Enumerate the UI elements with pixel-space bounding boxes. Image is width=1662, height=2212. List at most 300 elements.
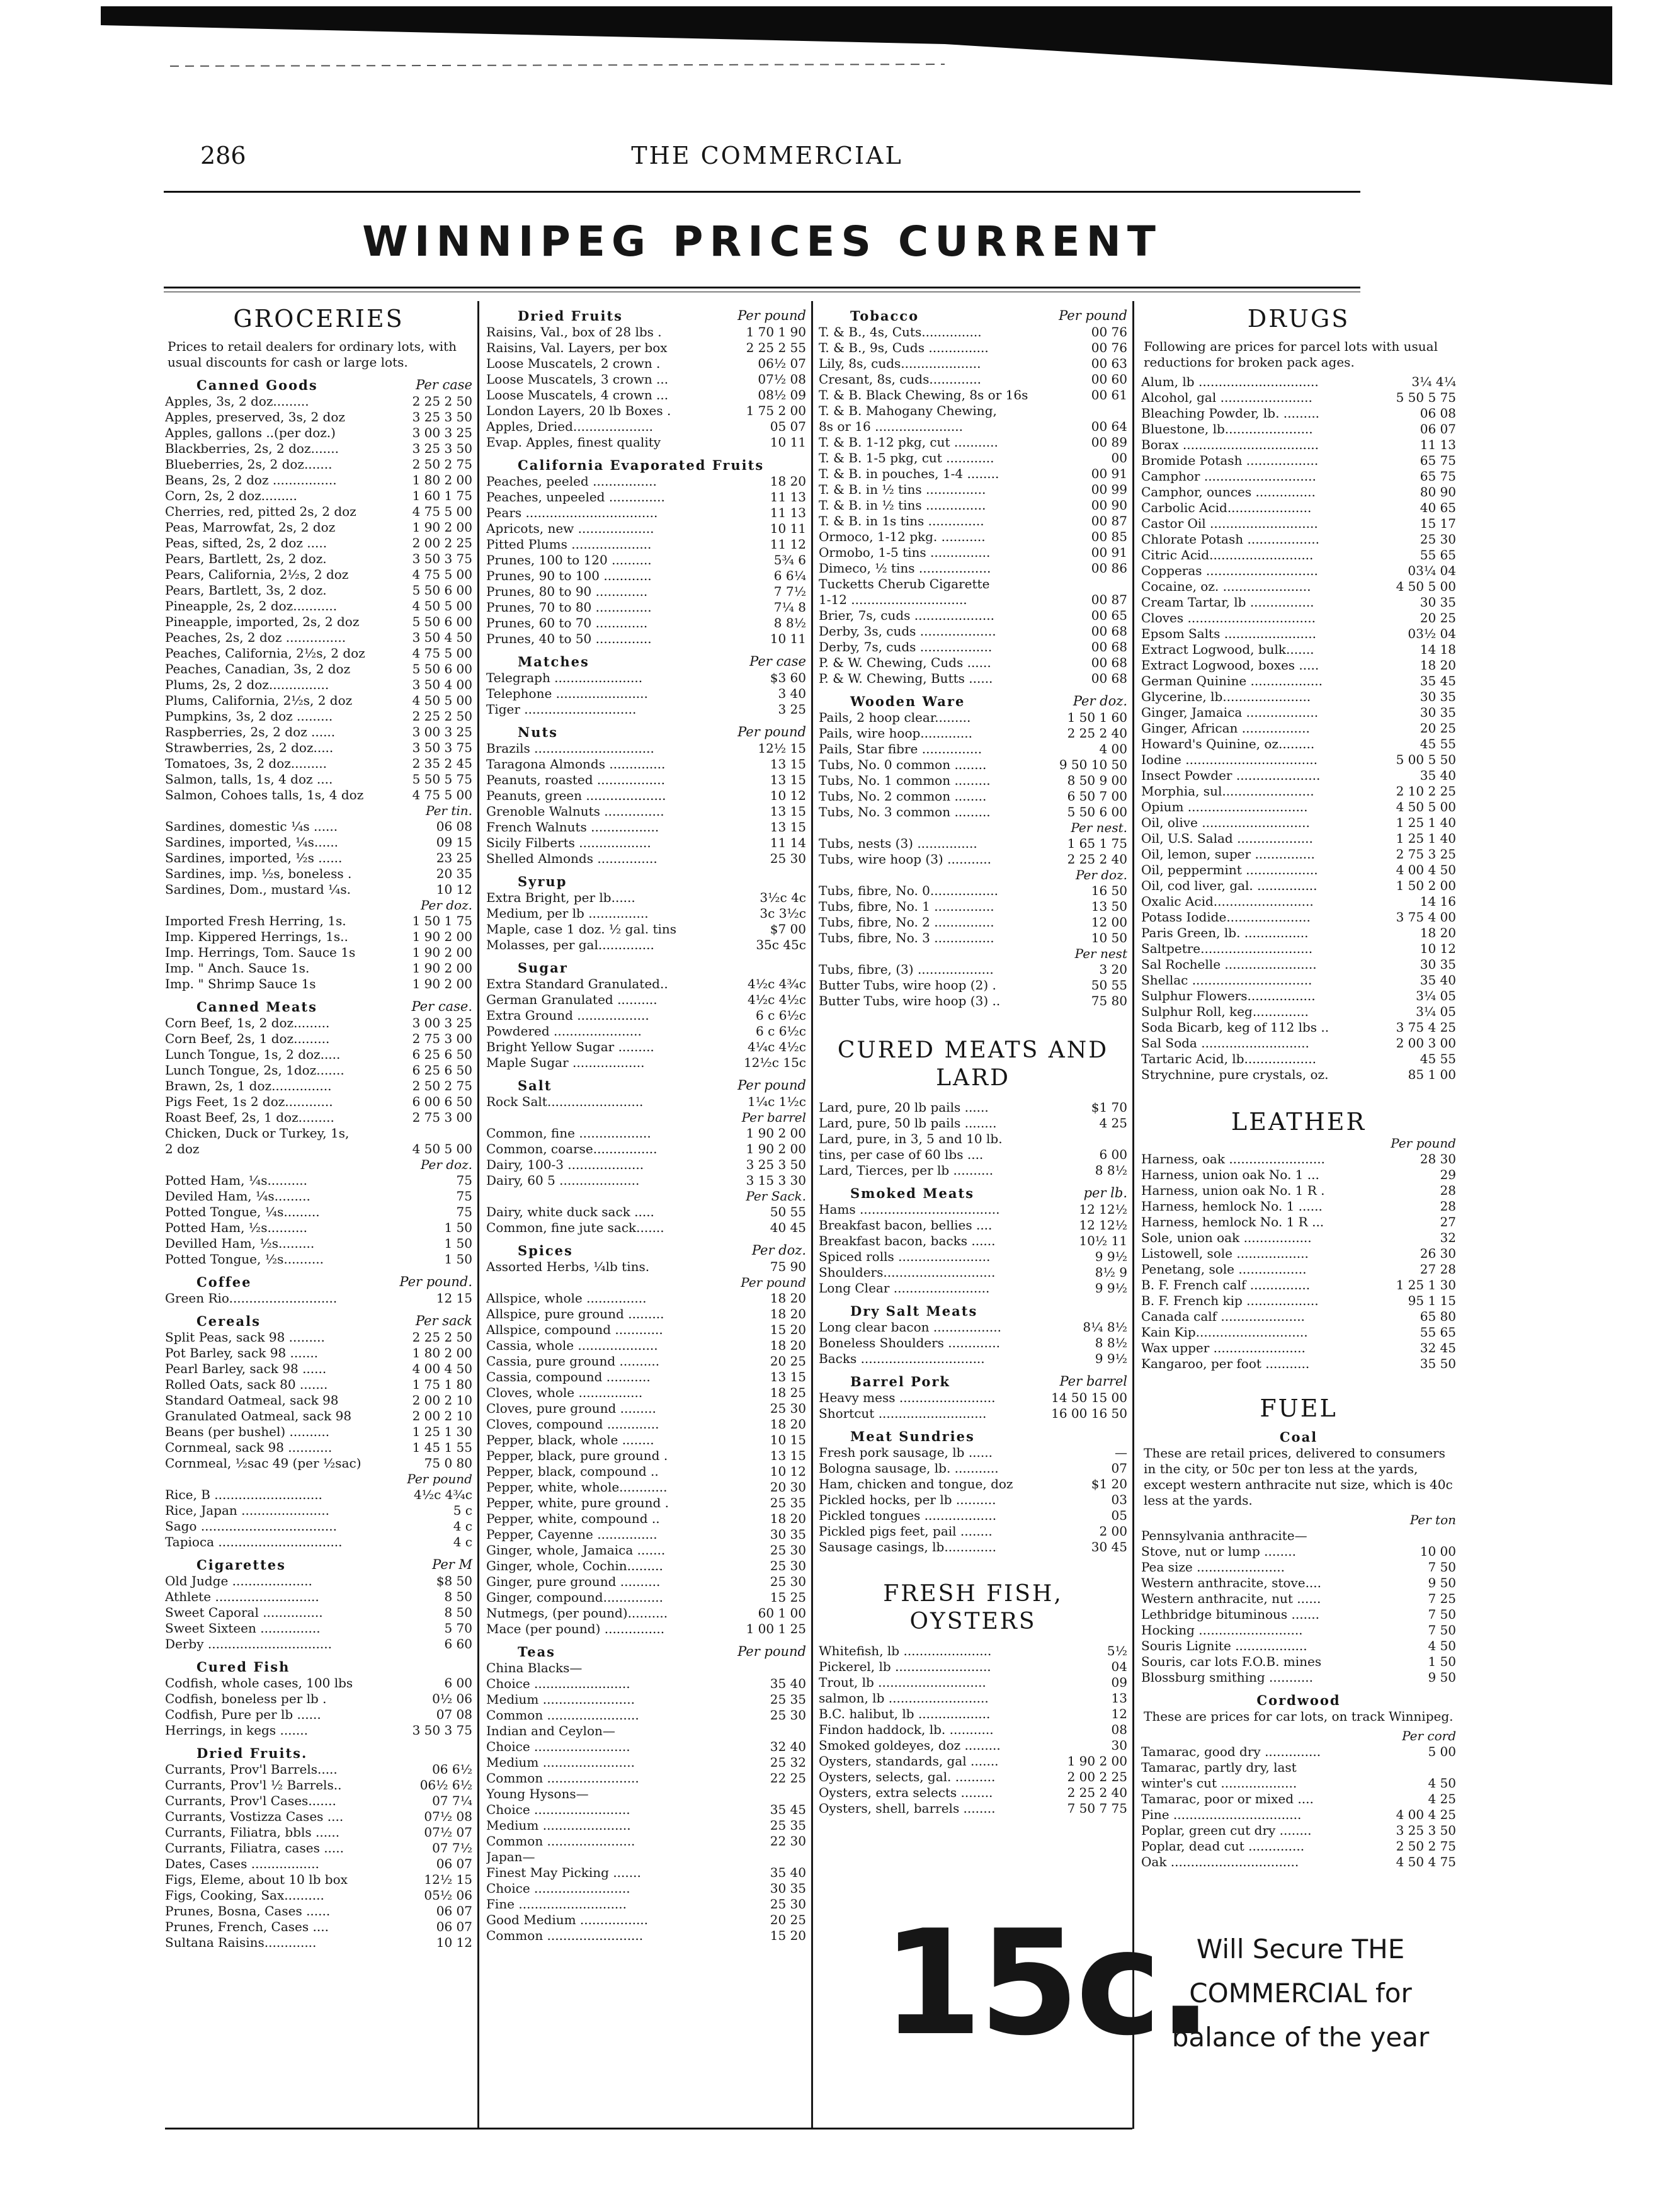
coal-heading <box>1141 1428 1456 1445</box>
item-price: 50 55 <box>1091 978 1127 993</box>
item-price: 25 35 <box>770 1692 806 1707</box>
price-row <box>1141 752 1456 768</box>
fuel-title: FUEL <box>1260 1394 1338 1422</box>
item-name: Oil, olive ........................... <box>1141 815 1310 830</box>
item-price <box>802 1660 806 1676</box>
price-row <box>165 1330 472 1345</box>
item-name: Pickled hocks, per lb .......... <box>819 1492 996 1507</box>
item-name: Tamarac, poor or mixed .... <box>1141 1791 1314 1806</box>
item-name: Cresant, 8s, cuds............. <box>819 372 982 387</box>
price-row <box>165 866 472 882</box>
item-name: Prunes, 80 to 90 ............. <box>486 584 648 599</box>
price-row <box>1141 437 1456 453</box>
item-price: 00 91 <box>1091 545 1127 560</box>
section-header <box>165 1556 472 1573</box>
item-price: 25 30 <box>770 1401 806 1416</box>
item-price: 3½c 4c <box>760 890 806 905</box>
item-name: Pepper, black, whole ........ <box>486 1432 654 1447</box>
price-row <box>819 1115 1127 1131</box>
item-name: Pepper, black, pure ground . <box>486 1448 668 1463</box>
banner-rule-top <box>164 287 1360 288</box>
item-name: Pails, 2 hoop clear......... <box>819 710 971 725</box>
price-row <box>1141 1760 1456 1776</box>
price-row <box>165 1762 472 1777</box>
price-row <box>1141 1591 1456 1607</box>
item-name: Lard, Tierces, per lb .......... <box>819 1163 994 1178</box>
item-price: 00 61 <box>1091 387 1127 402</box>
item-price: 11 13 <box>770 489 806 505</box>
item-price: 75 80 <box>1091 993 1127 1008</box>
price-row <box>1141 500 1456 516</box>
item-name: Extra Standard Granulated.. <box>486 976 668 991</box>
section-heading: Canned Goods <box>196 377 318 393</box>
item-name: Sardines, domestic ¼s ...... <box>165 819 338 834</box>
item-price: 8¼ 8½ <box>1083 1320 1127 1335</box>
price-row <box>819 1147 1127 1163</box>
section-unit: Per case. <box>411 999 472 1014</box>
item-price: 28 30 <box>1420 1151 1456 1166</box>
item-price: 75 <box>456 1204 472 1219</box>
item-name: Camphor ............................ <box>1141 469 1316 484</box>
item-name: Herrings, in kegs ....... <box>165 1723 308 1738</box>
price-row <box>1141 595 1456 610</box>
item-name: Loose Muscatels, 4 crown ... <box>486 387 669 402</box>
item-name: Alum, lb .............................. <box>1141 374 1319 389</box>
item-price: 6 50 7 00 <box>1067 789 1127 804</box>
item-price: 65 75 <box>1420 469 1456 484</box>
price-row <box>486 1023 806 1039</box>
section-unit: Per doz. <box>420 1157 472 1172</box>
price-row <box>165 441 472 457</box>
price-row <box>486 756 806 772</box>
item-name: Imp. Herrings, Tom. Sauce 1s <box>165 945 356 960</box>
item-name: Common ...................... <box>486 1833 635 1849</box>
price-row <box>1141 1067 1456 1083</box>
item-name: Split Peas, sack 98 ......... <box>165 1330 325 1345</box>
price-row <box>819 757 1127 773</box>
item-name: Nutmegs, (per pound).......... <box>486 1605 668 1621</box>
price-row <box>819 466 1127 482</box>
price-row <box>819 356 1127 372</box>
price-row <box>486 1849 806 1865</box>
section-header <box>819 1373 1127 1390</box>
item-price: 7 25 <box>1428 1591 1456 1606</box>
item-price: 10 12 <box>436 882 472 897</box>
price-row <box>1141 610 1456 626</box>
price-row <box>486 435 806 450</box>
price-row <box>486 1369 806 1385</box>
item-price: 4 50 5 00 <box>412 598 472 613</box>
item-price: 23 25 <box>436 850 472 865</box>
item-price: 30 45 <box>1091 1539 1127 1554</box>
section-heading: Dried Fruits. <box>196 1745 308 1761</box>
price-row <box>486 1464 806 1479</box>
item-name: Heavy mess ........................ <box>819 1390 996 1405</box>
groceries-title: GROCERIES <box>233 305 404 333</box>
price-row <box>165 850 472 866</box>
item-price: 00 90 <box>1091 498 1127 513</box>
item-price: 00 86 <box>1091 561 1127 576</box>
item-price: 1 90 2 00 <box>412 520 472 535</box>
item-name: Prunes, French, Cases .... <box>165 1919 329 1934</box>
item-price: 05 <box>1111 1508 1127 1523</box>
item-price: 1 50 <box>444 1236 472 1251</box>
item-name: Deviled Ham, ¼s......... <box>165 1189 310 1204</box>
item-price: 8 8½ <box>773 615 806 630</box>
item-name: Pails, Star fibre ............... <box>819 741 982 756</box>
section-unit: Per Sack. <box>746 1189 806 1204</box>
item-price: 2 00 2 10 <box>412 1408 472 1423</box>
item-price: 7 50 7 75 <box>1067 1801 1127 1816</box>
item-price: 13 15 <box>770 756 806 772</box>
item-price: 1 75 1 80 <box>412 1377 472 1392</box>
price-row <box>486 851 806 867</box>
item-price: 10 11 <box>770 521 806 536</box>
section-unit: Per pound <box>737 308 806 323</box>
item-price: 00 68 <box>1091 639 1127 654</box>
price-row <box>819 372 1127 387</box>
price-row <box>165 1345 472 1361</box>
header-rule <box>164 191 1360 193</box>
fresh-fish-title-line2: OYSTERS <box>909 1609 1037 1634</box>
item-price: 6 c 6½c <box>756 1023 806 1039</box>
item-price: 12½ 15 <box>424 1872 472 1887</box>
price-row <box>819 1690 1127 1706</box>
price-row <box>486 1511 806 1527</box>
item-name: China Blacks— <box>486 1660 583 1675</box>
price-row <box>486 1770 806 1786</box>
item-name: Prunes, 40 to 50 .............. <box>486 631 652 646</box>
price-row <box>1141 784 1456 799</box>
item-name: Tiger ............................ <box>486 702 637 717</box>
price-row <box>1141 768 1456 784</box>
item-name: Copperas ............................ <box>1141 563 1318 578</box>
item-price: 15 20 <box>770 1928 806 1943</box>
price-row <box>165 1777 472 1793</box>
price-row <box>1141 1151 1456 1167</box>
item-name: Roast Beef, 2s, 1 doz......... <box>165 1110 334 1125</box>
price-row <box>486 1039 806 1055</box>
item-name: Allspice, compound ............ <box>486 1322 663 1337</box>
item-price: 18 20 <box>770 1417 806 1432</box>
price-row <box>165 1534 472 1550</box>
item-name: Tapioca ............................... <box>165 1534 343 1549</box>
item-price: 35 40 <box>1420 768 1456 783</box>
item-price: 13 <box>1111 1690 1127 1706</box>
item-name: Tamarac, good dry .............. <box>1141 1744 1321 1759</box>
item-name: Lard, pure, in 3, 5 and 10 lb. <box>819 1131 1003 1146</box>
item-price: 3 00 3 25 <box>412 724 472 739</box>
item-name: Ormobo, 1-5 tins ............... <box>819 545 991 560</box>
item-price: 2 25 2 40 <box>1067 852 1127 867</box>
item-name: Pumpkins, 3s, 2 doz ......... <box>165 709 333 724</box>
price-row <box>165 598 472 614</box>
item-price: 00 91 <box>1091 466 1127 481</box>
price-row <box>819 726 1127 741</box>
price-row <box>165 520 472 535</box>
item-name: Apricots, new ................... <box>486 521 654 536</box>
item-name: Currants, Prov'l ½ Barrels.. <box>165 1777 342 1793</box>
price-row <box>165 1675 472 1691</box>
price-row <box>486 804 806 819</box>
item-price: 8 50 9 00 <box>1067 773 1127 788</box>
item-name: Alcohol, gal ....................... <box>1141 390 1312 405</box>
price-row <box>486 419 806 435</box>
section-header <box>819 1185 1127 1202</box>
item-name: Wax upper ....................... <box>1141 1340 1306 1355</box>
item-name: Corn, 2s, 2 doz......... <box>165 488 297 503</box>
item-name: Brier, 7s, cuds .................... <box>819 608 994 623</box>
item-price: 03¼ 04 <box>1408 563 1456 578</box>
price-row <box>1141 799 1456 815</box>
item-name: Assorted Herbs, ¼lb tins. <box>486 1259 650 1274</box>
price-row <box>819 513 1127 529</box>
item-name: Bleaching Powder, lb. ......... <box>1141 406 1320 421</box>
price-row <box>486 324 806 340</box>
item-price: 3¼ 4¼ <box>1411 374 1456 389</box>
price-row <box>819 1524 1127 1539</box>
item-price: 27 28 <box>1420 1262 1456 1277</box>
price-row <box>1141 532 1456 547</box>
price-row <box>486 1173 806 1189</box>
item-price: 25 30 <box>770 1542 806 1558</box>
section-heading: Teas <box>518 1644 556 1660</box>
item-name: salmon, lb ......................... <box>819 1690 989 1706</box>
price-row <box>1141 390 1456 406</box>
item-name: Strychnine, pure crystals, oz. <box>1141 1067 1329 1082</box>
item-name: Tucketts Cherub Cigarette <box>819 576 990 591</box>
price-row <box>165 1291 472 1306</box>
fresh-fish-title <box>819 1580 1127 1636</box>
item-name: Extract Logwood, bulk....... <box>1141 642 1314 657</box>
price-row <box>165 1840 472 1856</box>
price-row <box>1141 1340 1456 1356</box>
item-price: 1 25 1 40 <box>1396 831 1456 846</box>
price-row <box>819 608 1127 624</box>
leather-unit: Per pound <box>1391 1136 1456 1151</box>
item-name: Cornmeal, sack 98 ........... <box>165 1440 333 1455</box>
section-unit: Per barrel <box>741 1110 806 1125</box>
price-row <box>165 394 472 409</box>
item-name: Potted Ham, ½s.......... <box>165 1220 308 1235</box>
item-price <box>1124 403 1127 419</box>
item-price: 1 50 2 00 <box>1396 878 1456 893</box>
item-name: Shellac .............................. <box>1141 972 1312 988</box>
price-row <box>486 890 806 906</box>
price-row <box>1141 547 1456 563</box>
item-name: Backs ............................... <box>819 1351 985 1366</box>
price-row <box>819 529 1127 545</box>
item-price: 75 <box>456 1189 472 1204</box>
price-row <box>819 1390 1127 1406</box>
section-header <box>486 457 806 474</box>
price-row <box>819 387 1127 403</box>
price-row <box>1141 862 1456 878</box>
price-row <box>486 937 806 953</box>
price-row <box>486 1605 806 1621</box>
item-price: 5 00 5 50 <box>1396 752 1456 767</box>
item-name: Souris Lignite .................. <box>1141 1638 1307 1653</box>
fresh-fish-title-line1: FRESH FISH, <box>883 1581 1063 1607</box>
item-name: Lunch Tongue, 2s, 1doz....... <box>165 1063 344 1078</box>
item-price: 18 25 <box>770 1385 806 1400</box>
section-unit: Per doz. <box>1075 867 1127 882</box>
item-price: 2 25 2 50 <box>412 1330 472 1345</box>
price-row <box>486 819 806 835</box>
item-price: 8 8½ <box>1095 1335 1127 1350</box>
item-name: Sardines, imported, ½s ...... <box>165 850 343 865</box>
price-row <box>819 773 1127 789</box>
item-name: Souris, car lots F.O.B. mines <box>1141 1654 1322 1669</box>
item-price: 2 10 2 25 <box>1396 784 1456 799</box>
item-price <box>1452 1528 1456 1544</box>
price-row <box>165 583 472 598</box>
item-price: 13 15 <box>770 819 806 835</box>
price-row <box>1141 1262 1456 1277</box>
item-name: Apples, gallons ..(per doz.) <box>165 425 336 440</box>
item-name: Poplar, dead cut .............. <box>1141 1839 1305 1854</box>
item-price: 07 7½ <box>432 1840 472 1856</box>
item-name: Butter Tubs, wire hoop (3) .. <box>819 993 1001 1008</box>
price-row <box>486 1802 806 1818</box>
item-name: Pepper, white, pure ground . <box>486 1495 669 1510</box>
price-row <box>1141 1823 1456 1839</box>
item-price: 07½ 08 <box>424 1809 472 1824</box>
item-price: 2 00 2 25 <box>412 535 472 550</box>
item-price: 20 30 <box>770 1479 806 1495</box>
cordwood-heading <box>1141 1692 1456 1709</box>
item-price: 14 50 15 00 <box>1051 1390 1127 1405</box>
price-row <box>165 1903 472 1919</box>
item-name: T. & B. in 1s tins .............. <box>819 513 984 528</box>
item-name: Listowell, sole .................. <box>1141 1246 1309 1261</box>
item-name: Sal Rochelle ....................... <box>1141 957 1317 972</box>
item-price: 5 00 <box>1428 1744 1456 1759</box>
fresh-fish-list <box>819 1643 1127 1816</box>
price-row <box>486 992 806 1008</box>
price-row <box>819 1769 1127 1785</box>
item-price: 06½ 6½ <box>419 1777 472 1793</box>
price-row <box>165 1251 472 1267</box>
item-price: 3 15 3 30 <box>746 1173 806 1188</box>
item-name: Loose Muscatels, 2 crown . <box>486 356 661 371</box>
price-row <box>486 474 806 489</box>
price-row <box>486 1574 806 1590</box>
bottom-rule <box>165 2128 1132 2129</box>
item-price: 1¼c 1½c <box>748 1094 806 1109</box>
item-name: Castor Oil ........................... <box>1141 516 1318 531</box>
item-name: Sulphur Flowers................. <box>1141 988 1316 1003</box>
item-name: Prunes, 100 to 120 .......... <box>486 552 652 567</box>
item-name: Oil, lemon, super ............... <box>1141 847 1315 862</box>
item-name: Allspice, whole ............... <box>486 1291 647 1306</box>
section-unit: Per doz. <box>420 898 472 913</box>
item-price: 08½ 09 <box>758 387 806 402</box>
price-row <box>819 978 1127 993</box>
item-price: 15 25 <box>770 1590 806 1605</box>
item-price: 25 30 <box>770 1558 806 1573</box>
item-price: 4 50 <box>1428 1776 1456 1791</box>
item-price: 35 40 <box>770 1676 806 1691</box>
price-row <box>165 457 472 472</box>
price-row <box>486 1527 806 1542</box>
section-unit: Per case <box>749 654 806 669</box>
item-price: 12½ 15 <box>758 741 806 756</box>
section-heading: Smoked Meats <box>850 1185 975 1201</box>
item-price <box>1452 1760 1456 1776</box>
item-price: 00 87 <box>1091 513 1127 528</box>
item-price: 00 64 <box>1091 419 1127 434</box>
item-name: Breakfast bacon, bellies .... <box>819 1217 993 1233</box>
item-price: 1 90 2 00 <box>746 1141 806 1156</box>
groceries-note: Prices to retail dealers for ordinary lots, with usual discounts for cash or large lots. <box>168 339 457 370</box>
item-price: 03½ 04 <box>1408 626 1456 641</box>
item-name: Powdered ...................... <box>486 1023 642 1039</box>
item-name: Shoulders............................ <box>819 1265 996 1280</box>
item-price: 05 07 <box>770 419 806 434</box>
item-name: Common, coarse................ <box>486 1141 657 1156</box>
price-row <box>1141 1744 1456 1760</box>
item-name: Sulphur Roll, keg.............. <box>1141 1004 1309 1019</box>
item-price: 9 50 <box>1428 1575 1456 1590</box>
item-name: Derby, 3s, cuds ................... <box>819 624 996 639</box>
item-name: Athlete .......................... <box>165 1589 319 1604</box>
item-price: 1 50 1 60 <box>1067 710 1127 725</box>
item-price: 00 89 <box>1091 435 1127 450</box>
price-row <box>819 482 1127 498</box>
item-price: 10 11 <box>770 631 806 646</box>
item-name: Tubs, wire hoop (3) ........... <box>819 852 992 867</box>
price-row <box>165 504 472 520</box>
item-price: 6 00 <box>444 1675 472 1690</box>
item-name: German Quinine .................. <box>1141 673 1323 688</box>
price-row <box>486 1621 806 1637</box>
drugs-note: Following are prices for parcel lots with usual reductions for broken pack ages. <box>1144 339 1438 370</box>
item-price: 14 16 <box>1420 894 1456 909</box>
section-header <box>486 1643 806 1660</box>
item-name: Granulated Oatmeal, sack 98 <box>165 1408 352 1423</box>
price-row <box>1141 1356 1456 1372</box>
item-name: Tubs, fibre, No. 3 ............... <box>819 930 994 945</box>
item-price: 1 90 2 00 <box>746 1126 806 1141</box>
item-name: Dimeco, ½ tins .................. <box>819 561 991 576</box>
item-name: Pineapple, 2s, 2 doz........... <box>165 598 338 613</box>
price-row <box>165 1573 472 1589</box>
item-price: 20 25 <box>770 1354 806 1369</box>
item-name: Tartaric Acid, lb.................. <box>1141 1051 1316 1066</box>
price-row <box>165 1110 472 1126</box>
section-heading: Dry Salt Meats <box>850 1303 978 1319</box>
price-row <box>486 788 806 804</box>
item-price: 6 c 6½c <box>756 1008 806 1023</box>
item-price: 3 75 4 00 <box>1396 909 1456 925</box>
section-heading: Coffee <box>196 1274 252 1290</box>
price-row <box>1141 1051 1456 1067</box>
ad-price: 15c. <box>882 1900 1209 2068</box>
item-name: Pineapple, imported, 2s, 2 doz <box>165 614 360 629</box>
item-price: 5 70 <box>444 1621 472 1636</box>
price-row <box>165 1047 472 1063</box>
item-name: Good Medium ................. <box>486 1912 649 1927</box>
price-row <box>1141 831 1456 847</box>
item-price: 25 32 <box>770 1755 806 1770</box>
item-name: Harness, union oak No. 1 ... <box>1141 1167 1319 1182</box>
item-price: 65 80 <box>1420 1309 1456 1324</box>
item-name: Oysters, standards, gal ....... <box>819 1753 999 1769</box>
item-price: 3¼ 05 <box>1416 988 1456 1003</box>
item-price: 11 14 <box>770 835 806 850</box>
item-name: Ginger, African ................. <box>1141 721 1310 736</box>
